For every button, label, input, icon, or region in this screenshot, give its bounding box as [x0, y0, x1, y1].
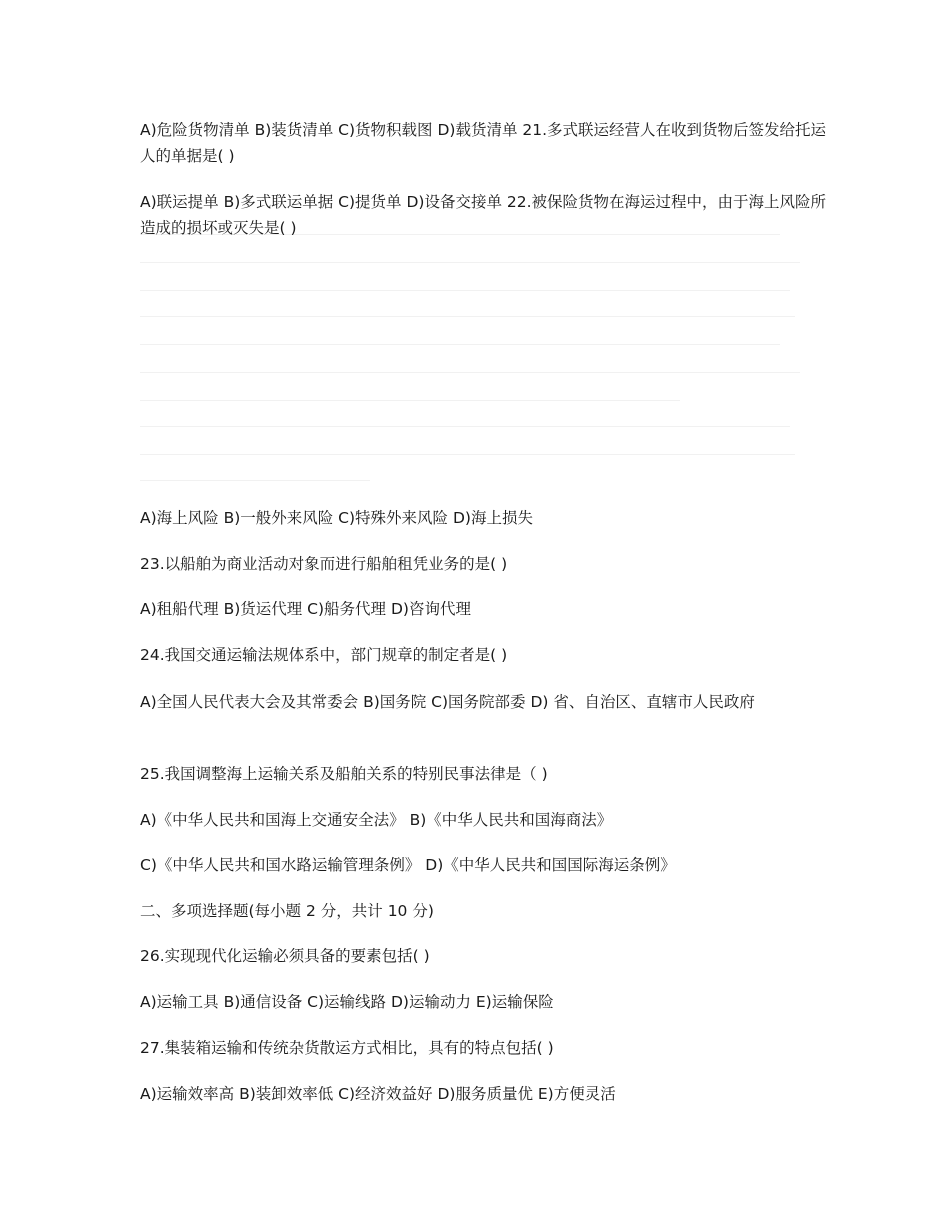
q25-options-ab: A)《中华人民共和国海上交通安全法》 B)《中华人民共和国海商法》 [140, 811, 613, 829]
q24-options: A)全国人民代表大会及其常委会 B)国务院 C)国务院部委 D) 省、自治区、直辖市人民政府 [140, 693, 755, 711]
faint-line [140, 372, 800, 373]
section2-title: 二、多项选择题(每小题 2 分，共计 10 分) [140, 902, 434, 920]
q26-options: A)运输工具 B)通信设备 C)运输线路 D)运输动力 E)运输保险 [140, 993, 554, 1011]
q25-stem: 25.我国调整海上运输关系及船舶关系的特别民事法律是（ ) [140, 765, 548, 783]
faint-line [140, 426, 790, 427]
faint-line [140, 316, 795, 317]
q27-options: A)运输效率高 B)装卸效率低 C)经济效益好 D)服务质量优 E)方便灵活 [140, 1085, 616, 1103]
q23-options: A)租船代理 B)货运代理 C)船务代理 D)咨询代理 [140, 600, 471, 618]
q22-options: A)海上风险 B)一般外来风险 C)特殊外来风险 D)海上损失 [140, 509, 533, 527]
q21-options: A)联运提单 B)多式联运单据 C)提货单 D)设备交接单 [140, 193, 502, 211]
q24-stem: 24.我国交通运输法规体系中，部门规章的制定者是( ) [140, 646, 508, 664]
q20-options: A)危险货物清单 B)装货清单 C)货物积载图 D)载货清单 [140, 121, 518, 139]
faint-line [140, 454, 795, 455]
faint-line [140, 262, 800, 263]
q21-stem: 21.多式联运经营人在收到货物后签发给托运人的单据是( ) [140, 121, 827, 165]
q25-options-cd: C)《中华人民共和国水路运输管理条例》 D)《中华人民共和国国际海运条例》 [140, 856, 676, 874]
faded-watermark-area [140, 228, 800, 488]
q20-q21-paragraph [140, 117, 830, 169]
faint-line [140, 480, 370, 481]
q22-stem: 22.被保险货物在海运过程中，由于海上风险所造成的损坏或灭失是( ) [140, 193, 827, 237]
q26-stem: 26.实现现代化运输必须具备的要素包括( ) [140, 947, 430, 965]
faint-line [140, 290, 790, 291]
q21-q22-paragraph [140, 189, 830, 241]
q23-stem: 23.以船舶为商业活动对象而进行船舶租凭业务的是( ) [140, 555, 508, 573]
q27-stem: 27.集装箱运输和传统杂货散运方式相比，具有的特点包括( ) [140, 1039, 554, 1057]
faint-line [140, 400, 680, 401]
faint-line [140, 344, 780, 345]
